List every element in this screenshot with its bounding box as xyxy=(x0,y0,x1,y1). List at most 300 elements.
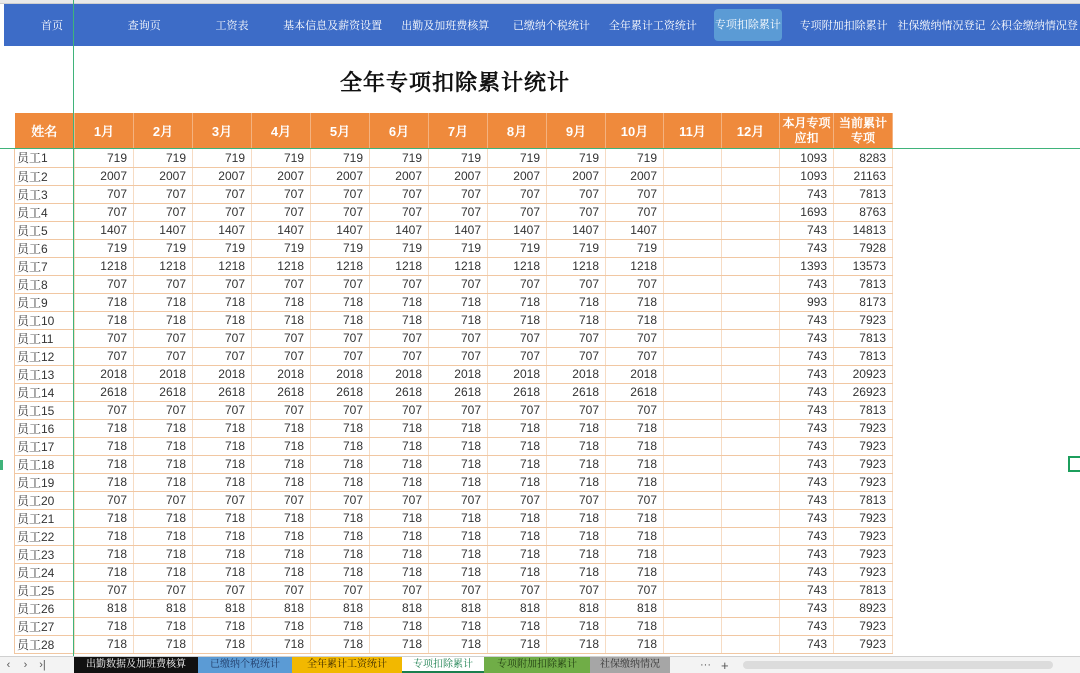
table-cell[interactable] xyxy=(722,527,780,545)
table-cell[interactable] xyxy=(664,347,722,365)
table-cell[interactable]: 707 xyxy=(252,581,311,599)
table-cell[interactable]: 718 xyxy=(547,635,606,653)
table-cell[interactable]: 818 xyxy=(193,599,252,617)
table-cell[interactable]: 718 xyxy=(606,311,664,329)
table-cell[interactable]: 743 xyxy=(780,347,834,365)
table-cell[interactable]: 7923 xyxy=(834,509,893,527)
table-cell[interactable]: 718 xyxy=(547,617,606,635)
table-cell[interactable]: 2018 xyxy=(75,365,134,383)
sheet-tab-3[interactable]: 专项扣除累计 xyxy=(402,657,484,673)
table-cell[interactable]: 718 xyxy=(311,545,370,563)
table-cell[interactable]: 718 xyxy=(193,437,252,455)
table-cell[interactable]: 743 xyxy=(780,329,834,347)
employee-name-cell[interactable]: 员工4 xyxy=(15,203,75,221)
sheet-next-icon[interactable]: › xyxy=(23,659,28,671)
sheet-last-icon[interactable]: ›| xyxy=(39,659,46,671)
table-cell[interactable] xyxy=(722,257,780,275)
table-cell[interactable]: 718 xyxy=(370,545,429,563)
employee-name-cell[interactable]: 员工25 xyxy=(15,581,75,599)
table-cell[interactable]: 2007 xyxy=(252,167,311,185)
table-cell[interactable]: 743 xyxy=(780,617,834,635)
table-cell[interactable]: 718 xyxy=(252,527,311,545)
table-cell[interactable]: 707 xyxy=(547,275,606,293)
table-cell[interactable]: 2007 xyxy=(488,167,547,185)
table-cell[interactable]: 707 xyxy=(193,275,252,293)
table-cell[interactable]: 718 xyxy=(134,509,193,527)
table-cell[interactable]: 707 xyxy=(547,203,606,221)
table-cell[interactable]: 2618 xyxy=(75,383,134,401)
table-cell[interactable]: 2018 xyxy=(252,365,311,383)
table-cell[interactable]: 718 xyxy=(252,455,311,473)
table-cell[interactable]: 718 xyxy=(75,545,134,563)
table-cell[interactable]: 743 xyxy=(780,311,834,329)
table-cell[interactable]: 743 xyxy=(780,473,834,491)
table-cell[interactable]: 743 xyxy=(780,275,834,293)
column-header[interactable]: 姓名 xyxy=(15,113,75,149)
table-cell[interactable]: 1407 xyxy=(134,221,193,239)
table-cell[interactable] xyxy=(722,347,780,365)
table-cell[interactable]: 7923 xyxy=(834,437,893,455)
table-cell[interactable]: 707 xyxy=(252,275,311,293)
table-cell[interactable]: 7923 xyxy=(834,635,893,653)
table-cell[interactable]: 1218 xyxy=(193,257,252,275)
table-cell[interactable]: 743 xyxy=(780,401,834,419)
table-cell[interactable]: 718 xyxy=(75,293,134,311)
table-cell[interactable]: 718 xyxy=(370,311,429,329)
table-cell[interactable] xyxy=(664,383,722,401)
table-cell[interactable]: 2007 xyxy=(193,167,252,185)
table-cell[interactable]: 2007 xyxy=(606,167,664,185)
table-cell[interactable]: 707 xyxy=(370,203,429,221)
table-cell[interactable] xyxy=(722,455,780,473)
employee-name-cell[interactable]: 员工5 xyxy=(15,221,75,239)
table-cell[interactable]: 1093 xyxy=(780,167,834,185)
table-cell[interactable]: 718 xyxy=(429,293,488,311)
table-cell[interactable] xyxy=(722,329,780,347)
table-cell[interactable]: 1218 xyxy=(370,257,429,275)
employee-name-cell[interactable]: 员工2 xyxy=(15,167,75,185)
employee-name-cell[interactable]: 员工11 xyxy=(15,329,75,347)
table-cell[interactable]: 707 xyxy=(370,275,429,293)
table-cell[interactable]: 718 xyxy=(311,509,370,527)
column-header[interactable]: 11月 xyxy=(664,113,722,149)
table-cell[interactable]: 707 xyxy=(606,329,664,347)
table-cell[interactable]: 743 xyxy=(780,545,834,563)
table-cell[interactable]: 14813 xyxy=(834,221,893,239)
table-cell[interactable]: 719 xyxy=(311,149,370,167)
table-cell[interactable]: 2007 xyxy=(75,167,134,185)
table-cell[interactable]: 707 xyxy=(75,275,134,293)
table-cell[interactable]: 2007 xyxy=(370,167,429,185)
employee-name-cell[interactable]: 员工26 xyxy=(15,599,75,617)
table-cell[interactable]: 719 xyxy=(75,149,134,167)
employee-name-cell[interactable]: 员工19 xyxy=(15,473,75,491)
table-cell[interactable]: 707 xyxy=(193,401,252,419)
table-cell[interactable] xyxy=(664,257,722,275)
table-cell[interactable] xyxy=(722,311,780,329)
table-cell[interactable]: 707 xyxy=(606,581,664,599)
table-cell[interactable]: 718 xyxy=(488,473,547,491)
table-cell[interactable]: 707 xyxy=(134,329,193,347)
table-cell[interactable]: 707 xyxy=(488,203,547,221)
employee-name-cell[interactable]: 员工15 xyxy=(15,401,75,419)
table-cell[interactable] xyxy=(722,203,780,221)
table-cell[interactable]: 2018 xyxy=(429,365,488,383)
table-cell[interactable]: 718 xyxy=(547,419,606,437)
table-cell[interactable] xyxy=(722,275,780,293)
table-cell[interactable] xyxy=(664,185,722,203)
table-cell[interactable]: 719 xyxy=(606,239,664,257)
table-cell[interactable]: 743 xyxy=(780,563,834,581)
table-cell[interactable]: 1218 xyxy=(252,257,311,275)
table-cell[interactable]: 743 xyxy=(780,239,834,257)
table-cell[interactable]: 718 xyxy=(606,509,664,527)
table-cell[interactable]: 718 xyxy=(488,527,547,545)
table-cell[interactable] xyxy=(664,203,722,221)
selected-cell[interactable] xyxy=(1068,456,1080,472)
table-cell[interactable]: 1693 xyxy=(780,203,834,221)
table-cell[interactable] xyxy=(664,419,722,437)
table-cell[interactable]: 719 xyxy=(311,239,370,257)
table-cell[interactable]: 718 xyxy=(134,473,193,491)
employee-name-cell[interactable]: 员工14 xyxy=(15,383,75,401)
nav-item-1[interactable]: 查询页 xyxy=(127,20,161,32)
table-cell[interactable]: 707 xyxy=(252,401,311,419)
table-cell[interactable]: 707 xyxy=(429,491,488,509)
table-cell[interactable]: 2007 xyxy=(134,167,193,185)
table-cell[interactable]: 743 xyxy=(780,221,834,239)
table-cell[interactable]: 8173 xyxy=(834,293,893,311)
table-cell[interactable]: 2618 xyxy=(193,383,252,401)
table-cell[interactable]: 719 xyxy=(370,239,429,257)
table-cell[interactable]: 718 xyxy=(193,455,252,473)
table-cell[interactable]: 718 xyxy=(193,545,252,563)
employee-name-cell[interactable]: 员工21 xyxy=(15,509,75,527)
column-header[interactable]: 12月 xyxy=(722,113,780,149)
table-cell[interactable]: 718 xyxy=(134,527,193,545)
table-cell[interactable]: 21163 xyxy=(834,167,893,185)
employee-name-cell[interactable]: 员工18 xyxy=(15,455,75,473)
table-cell[interactable]: 718 xyxy=(488,617,547,635)
table-cell[interactable]: 707 xyxy=(606,185,664,203)
column-header[interactable]: 7月 xyxy=(429,113,488,149)
table-cell[interactable]: 707 xyxy=(488,401,547,419)
table-cell[interactable]: 1393 xyxy=(780,257,834,275)
table-cell[interactable] xyxy=(664,293,722,311)
table-cell[interactable]: 719 xyxy=(252,149,311,167)
table-cell[interactable]: 743 xyxy=(780,455,834,473)
table-cell[interactable]: 707 xyxy=(547,347,606,365)
table-cell[interactable]: 1218 xyxy=(547,257,606,275)
table-cell[interactable]: 718 xyxy=(252,545,311,563)
table-cell[interactable]: 707 xyxy=(429,329,488,347)
table-cell[interactable]: 718 xyxy=(429,437,488,455)
table-cell[interactable] xyxy=(722,617,780,635)
table-cell[interactable]: 7813 xyxy=(834,329,893,347)
table-cell[interactable]: 707 xyxy=(547,185,606,203)
table-cell[interactable]: 718 xyxy=(134,437,193,455)
table-cell[interactable]: 718 xyxy=(370,455,429,473)
table-cell[interactable]: 707 xyxy=(134,581,193,599)
table-cell[interactable] xyxy=(664,149,722,167)
sheet-tab-4[interactable]: 专项附加扣除累计 xyxy=(484,657,590,673)
table-cell[interactable]: 718 xyxy=(193,311,252,329)
table-cell[interactable]: 743 xyxy=(780,383,834,401)
table-cell[interactable]: 707 xyxy=(606,203,664,221)
table-cell[interactable]: 707 xyxy=(488,581,547,599)
table-cell[interactable]: 719 xyxy=(606,149,664,167)
table-cell[interactable]: 707 xyxy=(547,401,606,419)
table-cell[interactable] xyxy=(664,401,722,419)
table-cell[interactable]: 718 xyxy=(429,419,488,437)
table-cell[interactable]: 718 xyxy=(606,419,664,437)
employee-name-cell[interactable]: 员工7 xyxy=(15,257,75,275)
table-cell[interactable]: 818 xyxy=(75,599,134,617)
table-cell[interactable]: 1407 xyxy=(606,221,664,239)
table-cell[interactable]: 718 xyxy=(252,635,311,653)
table-cell[interactable]: 2018 xyxy=(547,365,606,383)
table-cell[interactable]: 718 xyxy=(252,473,311,491)
table-cell[interactable] xyxy=(664,437,722,455)
table-cell[interactable] xyxy=(664,491,722,509)
table-cell[interactable]: 7813 xyxy=(834,347,893,365)
table-cell[interactable]: 707 xyxy=(193,491,252,509)
table-cell[interactable]: 718 xyxy=(606,635,664,653)
table-cell[interactable]: 707 xyxy=(488,491,547,509)
table-cell[interactable] xyxy=(722,473,780,491)
table-cell[interactable] xyxy=(722,509,780,527)
table-cell[interactable]: 718 xyxy=(429,635,488,653)
table-cell[interactable]: 718 xyxy=(75,311,134,329)
table-cell[interactable]: 743 xyxy=(780,581,834,599)
table-cell[interactable]: 707 xyxy=(75,347,134,365)
table-cell[interactable]: 707 xyxy=(606,401,664,419)
table-cell[interactable]: 1407 xyxy=(193,221,252,239)
table-cell[interactable]: 719 xyxy=(547,239,606,257)
table-cell[interactable]: 719 xyxy=(488,239,547,257)
nav-item-10[interactable]: 公积金缴纳情况登 xyxy=(989,20,1078,32)
table-cell[interactable]: 2007 xyxy=(429,167,488,185)
table-cell[interactable]: 718 xyxy=(193,293,252,311)
table-cell[interactable]: 718 xyxy=(193,617,252,635)
table-cell[interactable]: 2618 xyxy=(606,383,664,401)
table-cell[interactable] xyxy=(722,581,780,599)
table-cell[interactable]: 718 xyxy=(547,437,606,455)
table-cell[interactable]: 7813 xyxy=(834,275,893,293)
nav-item-7[interactable]: 专项扣除累计 xyxy=(714,9,782,41)
table-cell[interactable]: 718 xyxy=(488,635,547,653)
table-cell[interactable]: 718 xyxy=(134,419,193,437)
table-cell[interactable]: 2618 xyxy=(488,383,547,401)
table-cell[interactable]: 707 xyxy=(134,275,193,293)
employee-name-cell[interactable]: 员工27 xyxy=(15,617,75,635)
table-cell[interactable]: 743 xyxy=(780,509,834,527)
table-cell[interactable]: 718 xyxy=(370,527,429,545)
table-cell[interactable]: 2618 xyxy=(134,383,193,401)
table-cell[interactable]: 1407 xyxy=(370,221,429,239)
table-cell[interactable]: 718 xyxy=(193,527,252,545)
table-cell[interactable]: 2018 xyxy=(311,365,370,383)
table-cell[interactable]: 1093 xyxy=(780,149,834,167)
table-cell[interactable]: 818 xyxy=(134,599,193,617)
table-cell[interactable]: 818 xyxy=(429,599,488,617)
table-cell[interactable]: 707 xyxy=(311,203,370,221)
table-cell[interactable]: 707 xyxy=(75,185,134,203)
table-cell[interactable]: 7923 xyxy=(834,455,893,473)
table-cell[interactable]: 2618 xyxy=(547,383,606,401)
table-cell[interactable] xyxy=(722,491,780,509)
table-cell[interactable]: 707 xyxy=(75,581,134,599)
table-cell[interactable]: 719 xyxy=(75,239,134,257)
table-cell[interactable]: 707 xyxy=(488,347,547,365)
employee-name-cell[interactable]: 员工16 xyxy=(15,419,75,437)
table-cell[interactable]: 718 xyxy=(429,527,488,545)
table-cell[interactable]: 718 xyxy=(193,635,252,653)
table-cell[interactable]: 718 xyxy=(75,617,134,635)
table-cell[interactable]: 718 xyxy=(311,473,370,491)
table-cell[interactable]: 1407 xyxy=(429,221,488,239)
table-cell[interactable] xyxy=(664,239,722,257)
table-cell[interactable]: 718 xyxy=(311,635,370,653)
table-cell[interactable]: 718 xyxy=(429,311,488,329)
table-cell[interactable]: 718 xyxy=(134,293,193,311)
table-cell[interactable]: 718 xyxy=(547,311,606,329)
table-cell[interactable]: 718 xyxy=(606,527,664,545)
table-cell[interactable]: 707 xyxy=(252,329,311,347)
table-cell[interactable] xyxy=(664,599,722,617)
table-cell[interactable]: 707 xyxy=(429,581,488,599)
table-cell[interactable]: 718 xyxy=(606,617,664,635)
table-cell[interactable]: 707 xyxy=(429,203,488,221)
table-cell[interactable]: 719 xyxy=(429,149,488,167)
table-cell[interactable]: 707 xyxy=(75,203,134,221)
table-cell[interactable]: 718 xyxy=(75,419,134,437)
sheet-tab-0[interactable]: 出勤数据及加班费核算 xyxy=(74,657,198,673)
employee-name-cell[interactable]: 员工3 xyxy=(15,185,75,203)
table-cell[interactable] xyxy=(722,185,780,203)
table-cell[interactable]: 8923 xyxy=(834,599,893,617)
table-cell[interactable]: 1407 xyxy=(311,221,370,239)
table-cell[interactable]: 718 xyxy=(606,293,664,311)
table-cell[interactable]: 719 xyxy=(193,149,252,167)
table-cell[interactable]: 7923 xyxy=(834,527,893,545)
table-cell[interactable]: 1218 xyxy=(429,257,488,275)
table-cell[interactable] xyxy=(664,473,722,491)
table-cell[interactable] xyxy=(664,527,722,545)
nav-item-2[interactable]: 工资表 xyxy=(215,20,249,32)
table-cell[interactable]: 707 xyxy=(429,401,488,419)
table-cell[interactable]: 718 xyxy=(488,563,547,581)
table-cell[interactable]: 718 xyxy=(75,509,134,527)
table-cell[interactable]: 718 xyxy=(311,293,370,311)
table-cell[interactable]: 707 xyxy=(606,275,664,293)
table-cell[interactable]: 718 xyxy=(429,509,488,527)
table-cell[interactable]: 20923 xyxy=(834,365,893,383)
table-cell[interactable]: 707 xyxy=(488,185,547,203)
table-cell[interactable]: 818 xyxy=(606,599,664,617)
table-cell[interactable]: 718 xyxy=(370,437,429,455)
employee-name-cell[interactable]: 员工13 xyxy=(15,365,75,383)
table-cell[interactable]: 719 xyxy=(134,149,193,167)
sheet-prev-icon[interactable]: ‹ xyxy=(6,659,11,671)
nav-item-0[interactable]: 首页 xyxy=(41,20,63,32)
table-cell[interactable]: 7923 xyxy=(834,617,893,635)
table-cell[interactable] xyxy=(722,437,780,455)
employee-name-cell[interactable]: 员工17 xyxy=(15,437,75,455)
table-cell[interactable]: 718 xyxy=(488,509,547,527)
table-cell[interactable]: 818 xyxy=(547,599,606,617)
table-cell[interactable]: 13573 xyxy=(834,257,893,275)
table-cell[interactable]: 718 xyxy=(488,311,547,329)
table-cell[interactable]: 718 xyxy=(370,293,429,311)
table-cell[interactable]: 718 xyxy=(75,437,134,455)
table-cell[interactable]: 718 xyxy=(252,311,311,329)
table-cell[interactable]: 743 xyxy=(780,527,834,545)
table-cell[interactable]: 743 xyxy=(780,599,834,617)
table-cell[interactable]: 718 xyxy=(252,563,311,581)
table-cell[interactable]: 718 xyxy=(193,473,252,491)
table-cell[interactable]: 818 xyxy=(370,599,429,617)
table-cell[interactable]: 707 xyxy=(606,491,664,509)
table-cell[interactable]: 8763 xyxy=(834,203,893,221)
table-cell[interactable] xyxy=(664,311,722,329)
table-cell[interactable]: 718 xyxy=(547,473,606,491)
table-cell[interactable]: 2018 xyxy=(193,365,252,383)
table-cell[interactable]: 1407 xyxy=(252,221,311,239)
table-cell[interactable]: 707 xyxy=(193,185,252,203)
table-cell[interactable]: 1218 xyxy=(311,257,370,275)
table-cell[interactable]: 7923 xyxy=(834,419,893,437)
table-cell[interactable]: 2018 xyxy=(606,365,664,383)
table-cell[interactable]: 707 xyxy=(311,329,370,347)
table-cell[interactable]: 718 xyxy=(429,563,488,581)
table-cell[interactable]: 707 xyxy=(252,347,311,365)
table-cell[interactable]: 718 xyxy=(547,293,606,311)
nav-item-8[interactable]: 专项附加扣除累计 xyxy=(799,20,888,32)
table-cell[interactable]: 718 xyxy=(606,455,664,473)
table-cell[interactable]: 993 xyxy=(780,293,834,311)
table-cell[interactable]: 718 xyxy=(134,545,193,563)
table-cell[interactable]: 718 xyxy=(193,509,252,527)
table-cell[interactable]: 718 xyxy=(252,293,311,311)
table-cell[interactable]: 707 xyxy=(370,581,429,599)
table-cell[interactable] xyxy=(722,401,780,419)
table-cell[interactable] xyxy=(722,365,780,383)
employee-name-cell[interactable]: 员工12 xyxy=(15,347,75,365)
employee-name-cell[interactable]: 员工10 xyxy=(15,311,75,329)
employee-name-cell[interactable]: 员工8 xyxy=(15,275,75,293)
sheet-tab-5[interactable]: 社保缴纳情况 xyxy=(590,657,670,673)
table-cell[interactable]: 707 xyxy=(370,347,429,365)
table-cell[interactable] xyxy=(664,617,722,635)
table-cell[interactable]: 8283 xyxy=(834,149,893,167)
table-cell[interactable]: 718 xyxy=(547,455,606,473)
table-cell[interactable]: 718 xyxy=(488,419,547,437)
table-cell[interactable]: 718 xyxy=(370,419,429,437)
employee-name-cell[interactable]: 员工1 xyxy=(15,149,75,167)
table-cell[interactable]: 718 xyxy=(370,509,429,527)
table-cell[interactable]: 2618 xyxy=(252,383,311,401)
table-cell[interactable]: 719 xyxy=(134,239,193,257)
table-cell[interactable]: 707 xyxy=(193,347,252,365)
table-cell[interactable]: 7813 xyxy=(834,401,893,419)
table-cell[interactable]: 707 xyxy=(547,491,606,509)
employee-name-cell[interactable]: 员工20 xyxy=(15,491,75,509)
horizontal-scrollbar[interactable] xyxy=(743,661,1053,669)
table-cell[interactable] xyxy=(664,563,722,581)
table-cell[interactable]: 743 xyxy=(780,491,834,509)
table-cell[interactable]: 718 xyxy=(134,311,193,329)
